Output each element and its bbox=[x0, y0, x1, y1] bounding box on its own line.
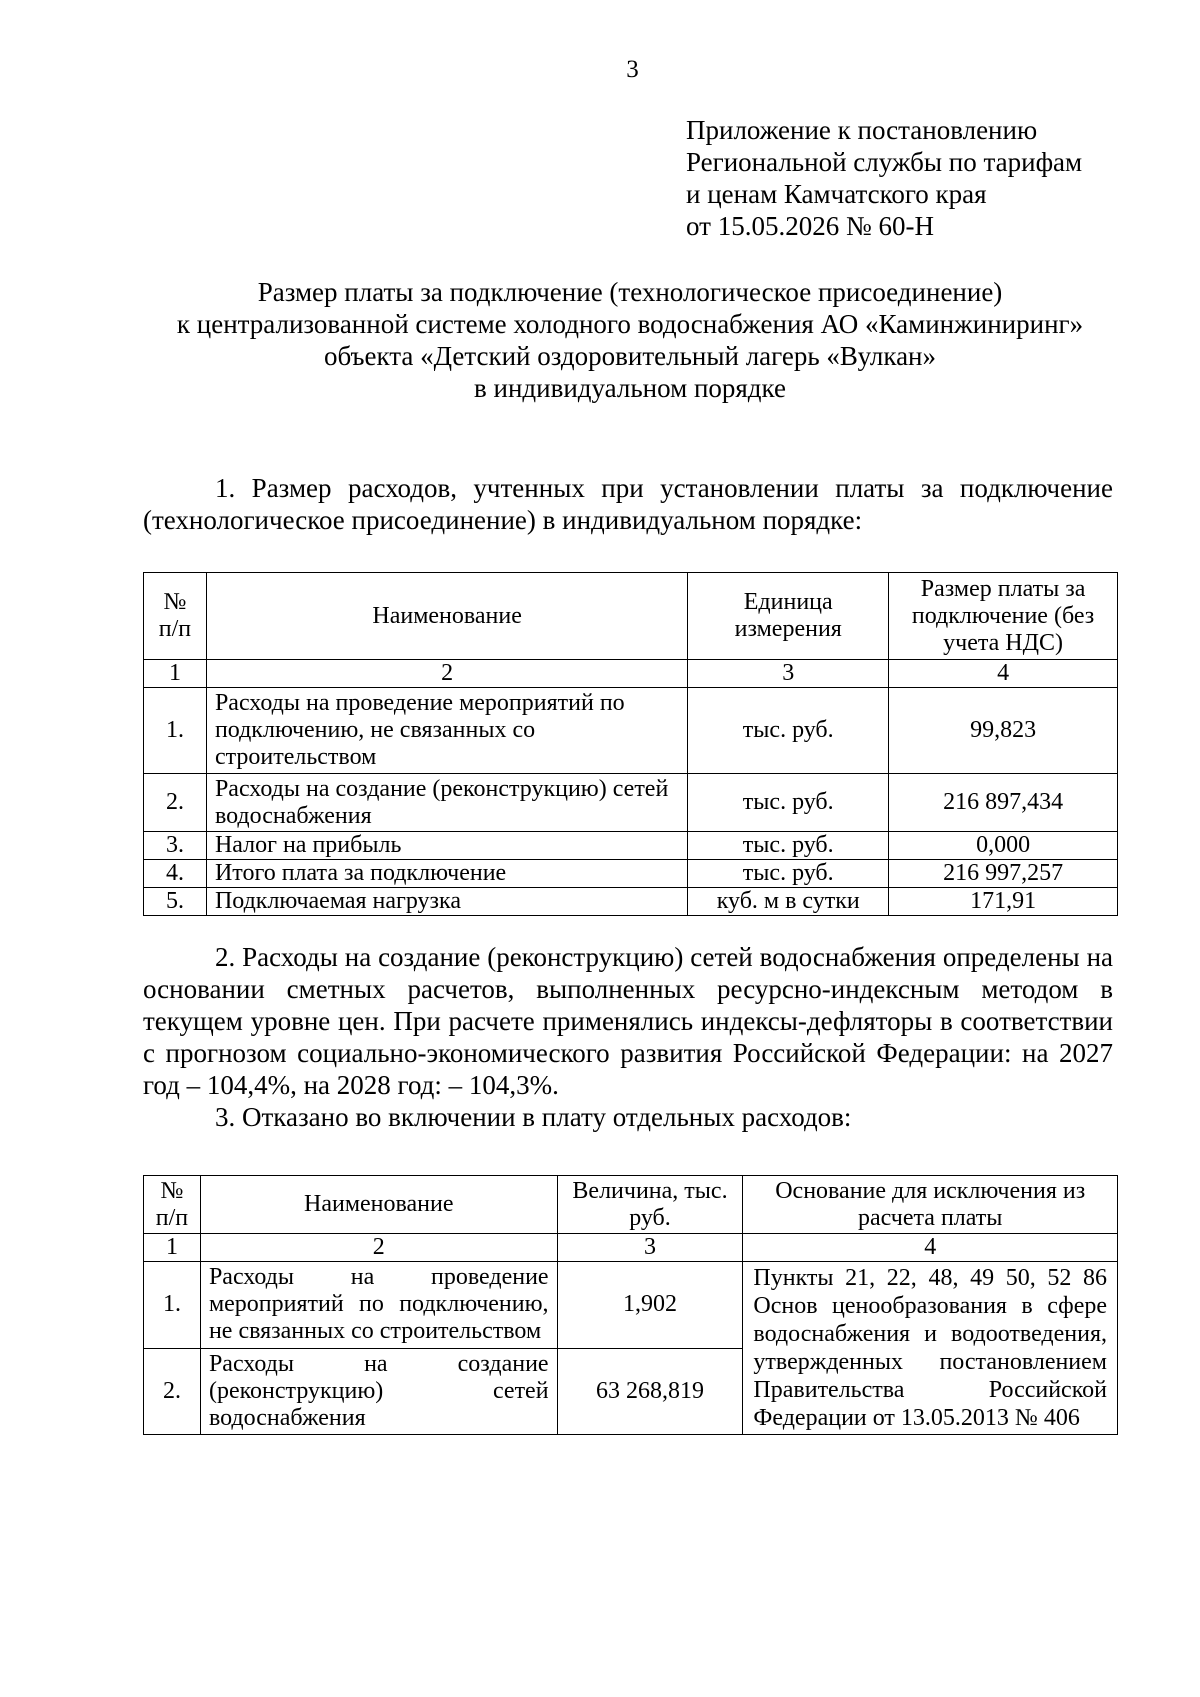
row-name: Итого плата за подключение bbox=[206, 860, 687, 888]
section-1-text: 1. Размер расходов, учтенных при установлении платы за подключение (технологическое присоединение) в индивидуальном порядке: bbox=[143, 473, 1113, 535]
expenses-table bbox=[143, 572, 1118, 916]
row-name: Налог на прибыль bbox=[206, 832, 687, 860]
title-line-2: к централизованной системе холодного водоснабжения АО «Каминжиниринг» bbox=[176, 309, 1084, 339]
row-value: 0,000 bbox=[889, 832, 1118, 860]
row-unit: куб. м в сутки bbox=[688, 888, 889, 916]
title-line-4: в индивидуальном порядке bbox=[474, 373, 786, 403]
table-colnum-row bbox=[144, 660, 1118, 688]
row-name: Расходы на создание (реконструкцию) сетей водоснабжения bbox=[200, 1348, 557, 1435]
exclusion-basis: Пункты 21, 22, 48, 49 50, 52 86 Основ ценообразования в сфере водоснабжения и водоотведения, утвержденных постановлением Правительства Российской Федерации от 13.05.2013 № 406 bbox=[743, 1262, 1118, 1435]
header-name: Наименование bbox=[200, 1176, 557, 1234]
row-unit: тыс. руб. bbox=[688, 860, 889, 888]
table-row bbox=[144, 688, 1118, 774]
table-row bbox=[144, 832, 1118, 860]
colnum-3: 3 bbox=[688, 660, 889, 688]
colnum-1: 1 bbox=[144, 660, 207, 688]
row-name: Расходы на проведение мероприятий по подключению, не связанных со строительством bbox=[200, 1262, 557, 1349]
table-row bbox=[144, 860, 1118, 888]
table-row bbox=[144, 888, 1118, 916]
table-row bbox=[144, 1262, 1118, 1349]
appendix-line-1: Приложение к постановлению bbox=[686, 115, 1038, 145]
header-basis: Основание для исключения из расчета платы bbox=[743, 1176, 1118, 1234]
row-num: 2. bbox=[144, 1348, 201, 1435]
section-2-text: 2. Расходы на создание (реконструкцию) сетей водоснабжения определены на основании сметных расчетов, выполненных ресурсно-индексным методом в текущем уровне цен. При расчете применялись индексы-дефляторы в соответствии с прогнозом социально-экономического развития Российской Федерации: на 2027 год – 104,4%, на 2028 год: – 104,3%. bbox=[143, 942, 1113, 1100]
row-unit: тыс. руб. bbox=[688, 832, 889, 860]
colnum-2: 2 bbox=[206, 660, 687, 688]
header-value: Размер платы за подключение (без учета НДС) bbox=[889, 573, 1118, 660]
appendix-line-4: от 15.05.2026 № 60-Н bbox=[686, 211, 934, 241]
row-value: 99,823 bbox=[889, 688, 1118, 774]
row-value: 216 997,257 bbox=[889, 860, 1118, 888]
row-value: 63 268,819 bbox=[557, 1348, 743, 1435]
section-1 bbox=[143, 472, 1113, 536]
row-name: Подключаемая нагрузка bbox=[206, 888, 687, 916]
table-colnum-row bbox=[144, 1234, 1118, 1262]
header-unit: Единица измерения bbox=[688, 573, 889, 660]
row-num: 1. bbox=[144, 688, 207, 774]
header-name: Наименование bbox=[206, 573, 687, 660]
section-2 bbox=[143, 941, 1113, 1101]
document-title bbox=[0, 276, 1200, 404]
table-row bbox=[144, 774, 1118, 832]
table-header-row bbox=[144, 1176, 1118, 1234]
colnum-3: 3 bbox=[557, 1234, 743, 1262]
section-3 bbox=[143, 1101, 1113, 1133]
title-line-3: объекта «Детский оздоровительный лагерь «Вулкан» bbox=[323, 341, 937, 371]
row-num: 1. bbox=[144, 1262, 201, 1349]
row-value: 171,91 bbox=[889, 888, 1118, 916]
section-3-text: 3. Отказано во включении в плату отдельных расходов: bbox=[215, 1102, 852, 1132]
colnum-4: 4 bbox=[889, 660, 1118, 688]
colnum-2: 2 bbox=[200, 1234, 557, 1262]
excluded-expenses-table bbox=[143, 1175, 1118, 1435]
header-num: № п/п bbox=[144, 573, 207, 660]
row-value: 216 897,434 bbox=[889, 774, 1118, 832]
row-value: 1,902 bbox=[557, 1262, 743, 1349]
row-num: 5. bbox=[144, 888, 207, 916]
appendix-line-2: Региональной службы по тарифам bbox=[686, 147, 1083, 177]
row-name: Расходы на создание (реконструкцию) сетей водоснабжения bbox=[206, 774, 687, 832]
header-num: № п/п bbox=[144, 1176, 201, 1234]
appendix-line-3: и ценам Камчатского края bbox=[686, 179, 987, 209]
row-name: Расходы на проведение мероприятий по подключению, не связанных со строительством bbox=[206, 688, 687, 774]
row-unit: тыс. руб. bbox=[688, 774, 889, 832]
header-value: Величина, тыс. руб. bbox=[557, 1176, 743, 1234]
row-num: 3. bbox=[144, 832, 207, 860]
appendix-header bbox=[686, 114, 1082, 242]
colnum-1: 1 bbox=[144, 1234, 201, 1262]
row-num: 2. bbox=[144, 774, 207, 832]
page-number: 3 bbox=[626, 56, 639, 83]
row-num: 4. bbox=[144, 860, 207, 888]
table-header-row bbox=[144, 573, 1118, 660]
row-unit: тыс. руб. bbox=[688, 688, 889, 774]
colnum-4: 4 bbox=[743, 1234, 1118, 1262]
title-line-1: Размер платы за подключение (технологическое присоединение) bbox=[257, 277, 1003, 307]
